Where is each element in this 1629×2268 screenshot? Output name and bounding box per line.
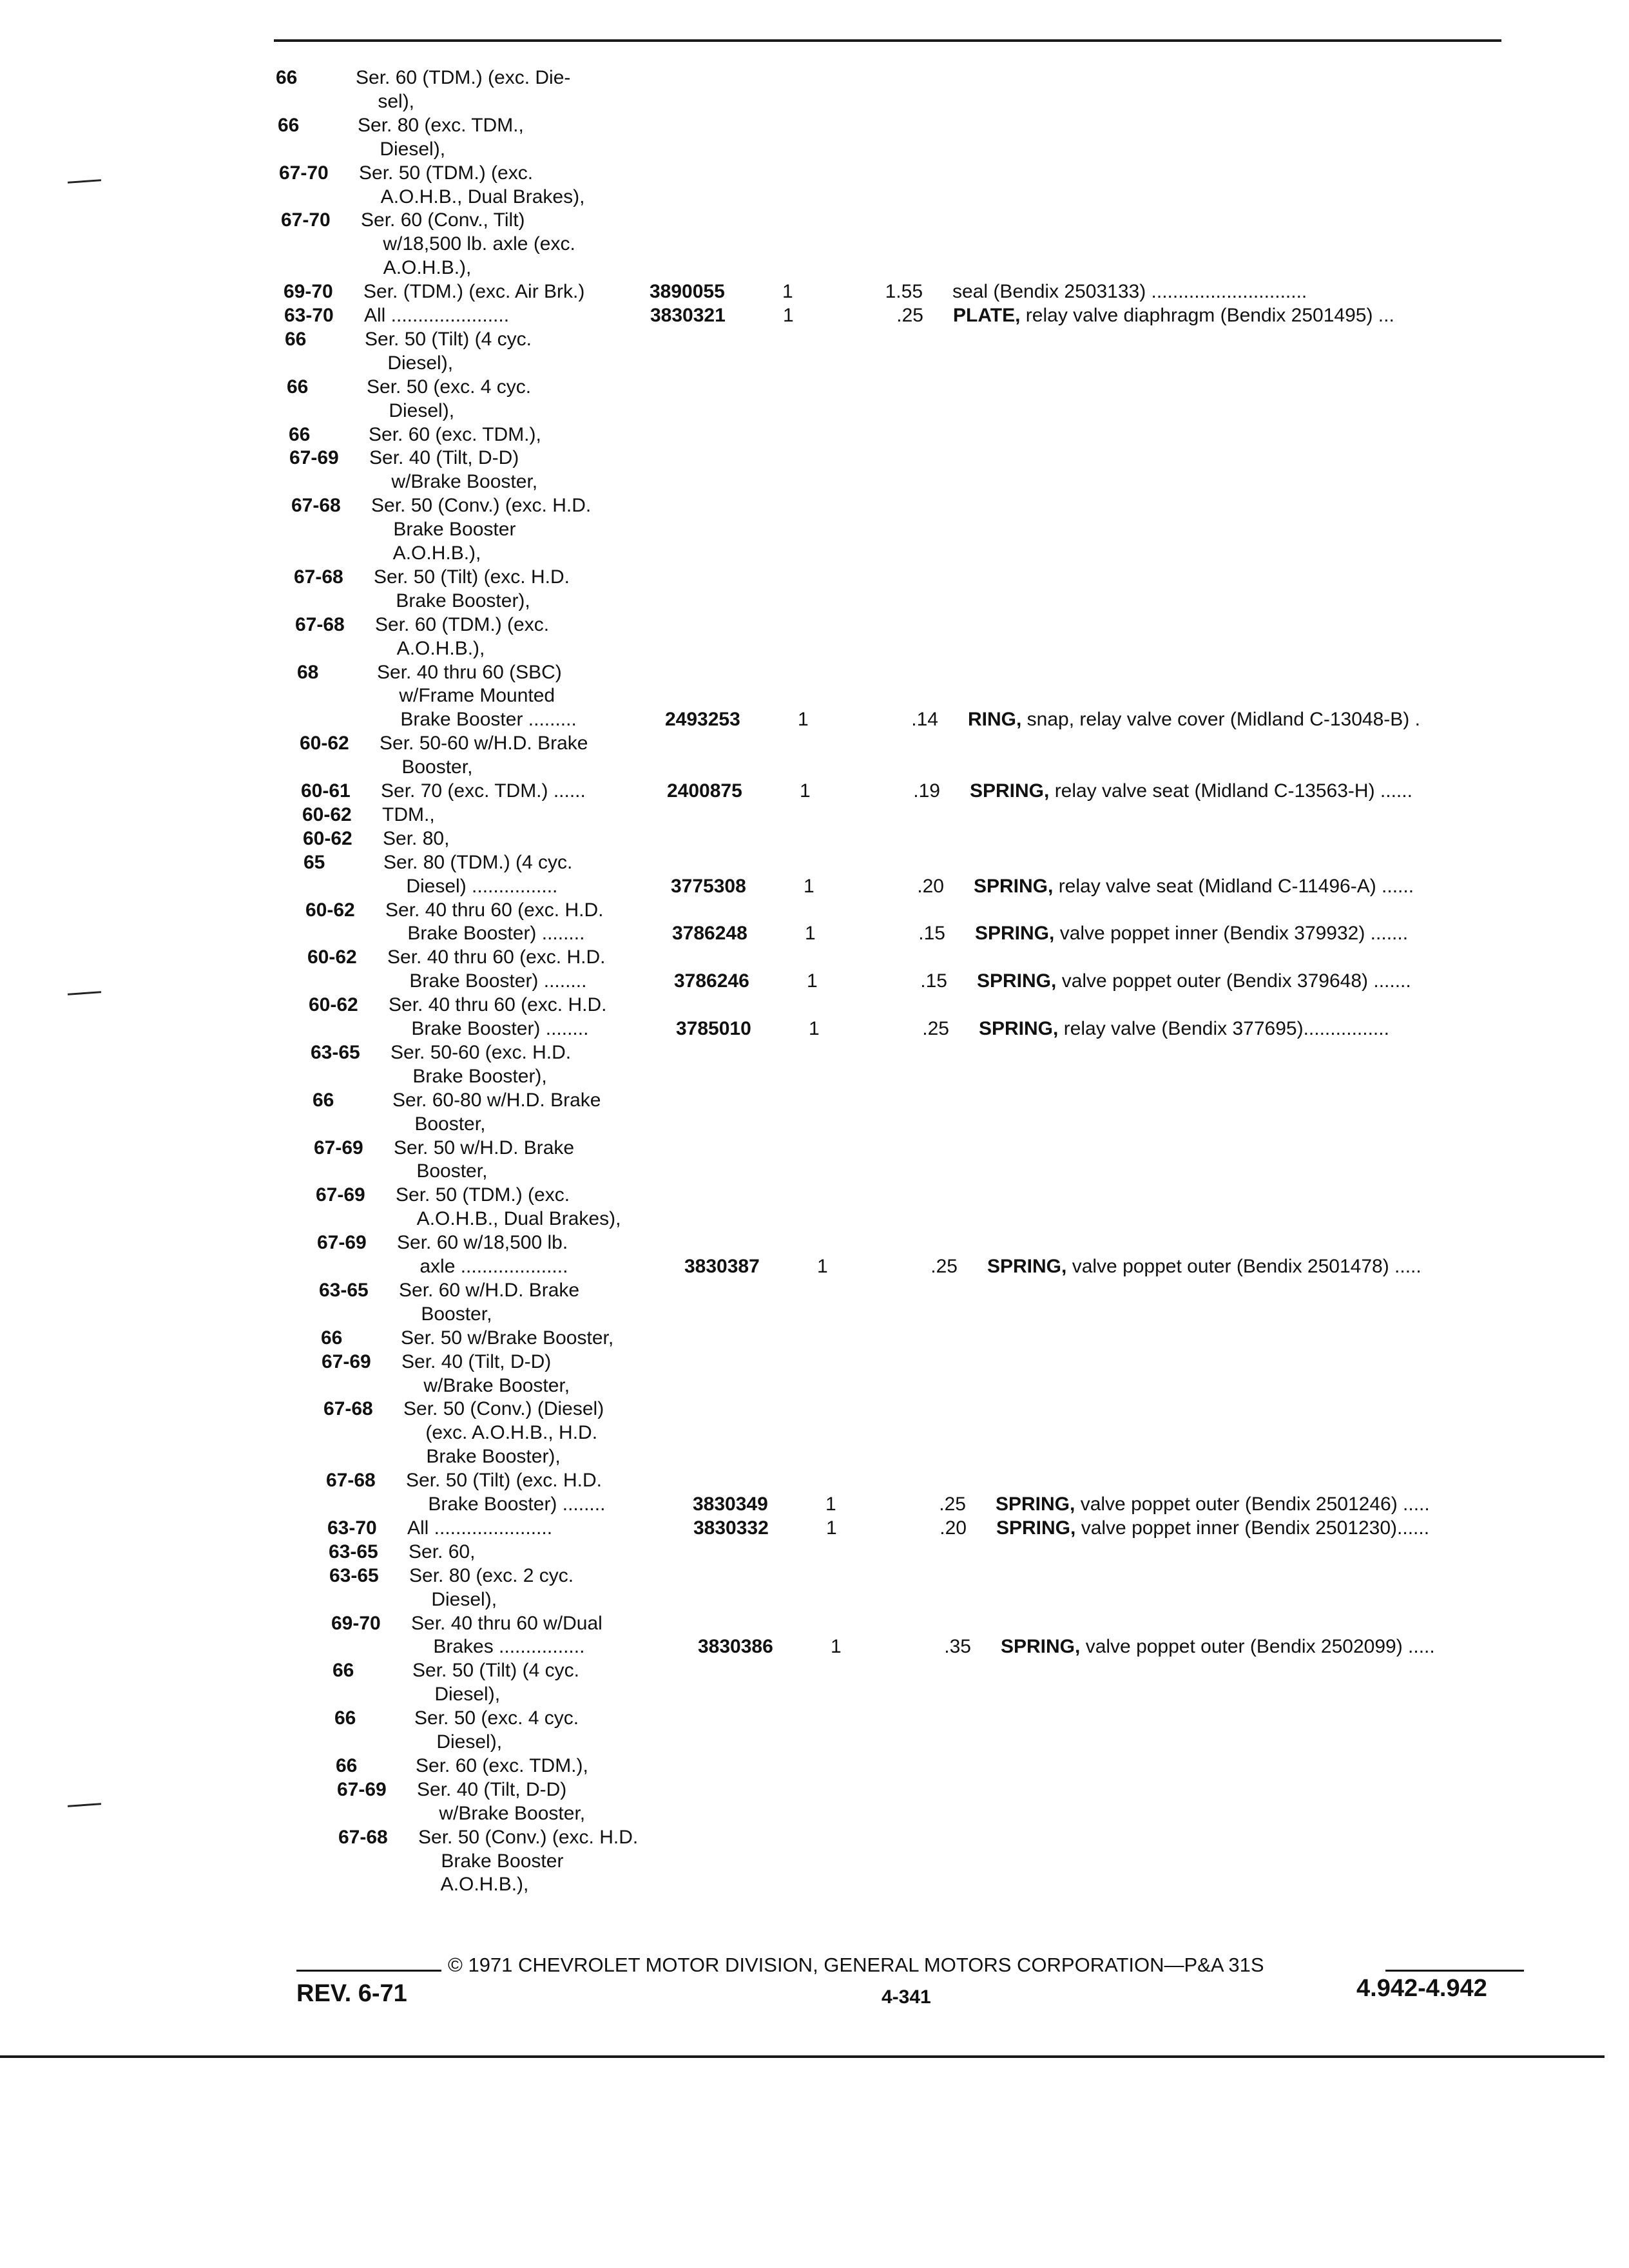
application: Brake Booster), <box>391 1066 547 1087</box>
application: Ser. 50 w/H.D. Brake <box>394 1137 575 1158</box>
part-number: 3830321 <box>650 305 726 326</box>
model-year: 66 <box>285 329 307 350</box>
model-year: 60-62 <box>307 947 357 968</box>
model-year: 65 <box>304 852 325 873</box>
model-year: 66 <box>336 1755 358 1776</box>
application: A.O.H.B.), <box>376 638 485 659</box>
footer-rule-right <box>1385 1970 1524 1972</box>
part-name: SPRING, <box>996 1494 1075 1515</box>
part-description <box>977 970 1411 993</box>
part-detail: valve poppet outer (Bendix 379648) ....... <box>1056 970 1411 992</box>
application: Diesel), <box>413 1684 501 1705</box>
part-number: 3830386 <box>698 1636 773 1657</box>
application: Brakes ................ <box>412 1636 585 1657</box>
part-name: SPRING, <box>970 780 1050 802</box>
quantity: 1 <box>798 709 809 730</box>
part-description <box>970 780 1412 803</box>
application: w/Brake Booster, <box>418 1803 586 1824</box>
part-number: 3890055 <box>650 281 725 302</box>
application: Brake Booster) ........ <box>388 970 587 992</box>
part-number: 3786248 <box>672 923 747 944</box>
model-year: 69-70 <box>284 281 333 302</box>
part-name: SPRING, <box>996 1517 1076 1539</box>
application: Booster, <box>393 1113 486 1135</box>
list-price: 1.55 <box>885 281 923 302</box>
list-price: .25 <box>930 1256 958 1277</box>
model-year: 63-65 <box>319 1280 369 1301</box>
part-number: 3830332 <box>693 1517 769 1539</box>
application: Ser. 50 (exc. 4 cyc. <box>414 1707 579 1729</box>
application: Ser. (TDM.) (exc. Air Brk.) <box>363 281 585 302</box>
list-price: .19 <box>913 780 940 802</box>
model-year: 66 <box>276 67 298 88</box>
application: axle .................... <box>398 1256 568 1277</box>
model-year: 67-69 <box>289 447 339 468</box>
part-detail: snap, relay valve cover (Midland C-13048-B) . <box>1021 709 1420 730</box>
application: A.O.H.B., Dual Brakes), <box>396 1208 621 1229</box>
application: Ser. 50 (exc. 4 cyc. <box>367 376 532 398</box>
part-detail: valve poppet outer (Bendix 2501478) ..... <box>1066 1256 1422 1277</box>
part-number: 3830349 <box>693 1494 768 1515</box>
quantity: 1 <box>782 281 793 302</box>
part-name: SPRING, <box>975 923 1055 944</box>
quantity: 1 <box>800 780 811 802</box>
application: Booster, <box>380 756 473 778</box>
application: Ser. 60-80 w/H.D. Brake <box>392 1090 601 1111</box>
quantity: 1 <box>817 1256 828 1277</box>
application: Ser. 40 thru 60 w/Dual <box>411 1613 602 1634</box>
top-rule <box>274 39 1501 42</box>
quantity: 1 <box>809 1018 820 1039</box>
part-name: SPRING, <box>987 1256 1067 1277</box>
model-year: 67-69 <box>322 1351 371 1372</box>
application: All ...................... <box>407 1517 553 1539</box>
application: Ser. 60 w/18,500 lb. <box>397 1232 568 1253</box>
model-year: 66 <box>287 376 309 398</box>
part-description <box>1001 1635 1435 1658</box>
list-price: .20 <box>940 1517 967 1539</box>
application: Ser. 50 (Tilt) (exc. H.D. <box>406 1470 602 1491</box>
model-year: 60-62 <box>302 804 352 825</box>
application: Ser. 50-60 w/H.D. Brake <box>380 733 588 754</box>
part-description <box>974 875 1414 898</box>
model-year: 67-68 <box>323 1398 373 1419</box>
part-number: 2493253 <box>665 709 740 730</box>
part-detail: relay valve diaphragm (Bendix 2501495) ... <box>1020 305 1394 326</box>
part-number: 3775308 <box>671 876 746 897</box>
model-year: 67-68 <box>291 495 341 516</box>
list-price: .15 <box>920 970 947 992</box>
model-year: 66 <box>333 1660 354 1681</box>
model-year: 63-65 <box>329 1565 379 1586</box>
part-detail: relay valve (Bendix 377695)................ <box>1058 1018 1389 1039</box>
model-year: 66 <box>313 1090 334 1111</box>
model-year: 69-70 <box>331 1613 381 1634</box>
list-price: .20 <box>917 876 944 897</box>
model-year: 67-68 <box>326 1470 376 1491</box>
application: Ser. 80 (exc. TDM., <box>358 115 524 136</box>
part-detail: relay valve seat (Midland C-11496-A) ...... <box>1053 876 1414 897</box>
application: Ser. 50 (Conv.) (exc. H.D. <box>371 495 592 516</box>
model-year: 67-69 <box>337 1779 387 1800</box>
model-year: 67-70 <box>281 209 331 231</box>
part-detail: seal (Bendix 2503133) ............................. <box>952 281 1307 302</box>
application: Ser. 50 (Conv.) (exc. H.D. <box>418 1827 639 1848</box>
application: Brake Booster), <box>374 590 530 611</box>
part-detail: valve poppet inner (Bendix 2501230)...... <box>1075 1517 1430 1539</box>
application: Brake Booster) ........ <box>407 1494 606 1515</box>
model-year: 63-70 <box>284 305 334 326</box>
application: Ser. 60 (exc. TDM.), <box>416 1755 588 1776</box>
application: Ser. 50 (TDM.) (exc. <box>359 162 534 184</box>
application: Diesel), <box>367 400 455 421</box>
application: Ser. 60 (TDM.) (exc. Die- <box>356 67 571 88</box>
application: Ser. 40 (Tilt, D-D) <box>401 1351 552 1372</box>
application: Ser. 50 (Tilt) (4 cyc. <box>365 329 532 350</box>
application: Brake Booster), <box>405 1446 561 1467</box>
model-year: 66 <box>321 1327 343 1349</box>
application: w/Frame Mounted <box>378 685 555 706</box>
part-description <box>968 708 1420 731</box>
application: Ser. 60 w/H.D. Brake <box>399 1280 580 1301</box>
model-year: 67-69 <box>317 1232 367 1253</box>
application: Diesel), <box>415 1731 503 1753</box>
application: Brake Booster <box>419 1850 564 1872</box>
application: w/18,500 lb. axle (exc. <box>361 233 575 255</box>
model-year: 67-68 <box>295 614 345 635</box>
page-number: 4-341 <box>882 1986 931 2008</box>
model-year: 66 <box>334 1707 356 1729</box>
list-price: .25 <box>922 1018 949 1039</box>
list-price: .15 <box>918 923 945 944</box>
model-year: 67-68 <box>294 566 343 588</box>
model-year: 67-69 <box>316 1184 365 1206</box>
part-number: 3785010 <box>676 1018 751 1039</box>
application: Ser. 40 thru 60 (exc. H.D. <box>387 947 606 968</box>
part-name: SPRING, <box>1001 1636 1081 1657</box>
application: Diesel), <box>366 352 454 374</box>
part-name: SPRING, <box>977 970 1057 992</box>
part-detail: valve poppet outer (Bendix 2502099) ..... <box>1080 1636 1435 1657</box>
application: Ser. 50 (Tilt) (4 cyc. <box>412 1660 579 1681</box>
application: Ser. 60 (TDM.) (exc. <box>375 614 550 635</box>
application: Brake Booster) ........ <box>390 1018 589 1039</box>
quantity: 1 <box>807 970 818 992</box>
application: Booster, <box>395 1160 488 1182</box>
part-description <box>996 1493 1430 1516</box>
application: Ser. 80 (TDM.) (4 cyc. <box>383 852 573 873</box>
model-year: 60-62 <box>305 899 355 921</box>
bottom-rule <box>0 2055 1605 2058</box>
application: (exc. A.O.H.B., H.D. <box>404 1422 598 1443</box>
application: Ser. 40 (Tilt, D-D) <box>417 1779 567 1800</box>
application: Ser. 50 (Tilt) (exc. H.D. <box>374 566 570 588</box>
application: Booster, <box>400 1303 492 1325</box>
table-row <box>0 1873 1629 1901</box>
model-year: 67-69 <box>314 1137 363 1158</box>
quantity: 1 <box>825 1494 836 1515</box>
application: All ...................... <box>364 305 510 326</box>
model-year: 63-65 <box>329 1541 378 1562</box>
model-year: 66 <box>289 424 311 445</box>
model-year: 68 <box>297 662 319 683</box>
model-year: 63-65 <box>311 1042 360 1063</box>
model-year: 60-62 <box>303 828 352 849</box>
copyright-notice: © 1971 CHEVROLET MOTOR DIVISION, GENERAL MOTORS CORPORATION—P&A 31S <box>448 1954 1264 1976</box>
list-price: .14 <box>911 709 938 730</box>
list-price: .25 <box>896 305 923 326</box>
part-description <box>987 1255 1422 1278</box>
part-detail: valve poppet inner (Bendix 379932) ....... <box>1054 923 1409 944</box>
application: Ser. 60, <box>409 1541 476 1562</box>
part-name: SPRING, <box>979 1018 1059 1039</box>
model-year: 60-61 <box>301 780 351 802</box>
part-description <box>952 280 1307 303</box>
quantity: 1 <box>783 305 794 326</box>
application: w/Brake Booster, <box>370 471 538 492</box>
application: A.O.H.B., Dual Brakes), <box>360 186 585 207</box>
application: TDM., <box>382 804 435 825</box>
part-detail: relay valve seat (Midland C-13563-H) ...... <box>1049 780 1412 802</box>
application: Brake Booster) ........ <box>386 923 585 944</box>
application: sel), <box>356 91 415 112</box>
part-name: PLATE, <box>953 305 1021 326</box>
application: Ser. 60 (Conv., Tilt) <box>361 209 525 231</box>
application: Ser. 70 (exc. TDM.) ...... <box>381 780 586 802</box>
part-description <box>979 1017 1389 1041</box>
part-number: 3786246 <box>674 970 749 992</box>
application: Brake Booster <box>372 519 516 540</box>
application: Brake Booster ......... <box>379 709 577 730</box>
model-year: 66 <box>278 115 300 136</box>
part-description <box>975 922 1408 945</box>
application: Ser. 40 thru 60 (exc. H.D. <box>389 994 607 1015</box>
application: Ser. 80, <box>383 828 450 849</box>
quantity: 1 <box>805 923 816 944</box>
quantity: 1 <box>831 1636 842 1657</box>
model-year: 60-62 <box>309 994 358 1015</box>
application: Ser. 40 (Tilt, D-D) <box>369 447 519 468</box>
model-year: 67-70 <box>279 162 329 184</box>
list-price: .35 <box>944 1636 971 1657</box>
application: Diesel), <box>358 139 446 160</box>
application: A.O.H.B.), <box>363 257 472 278</box>
application: w/Brake Booster, <box>402 1375 570 1396</box>
quantity: 1 <box>826 1517 837 1539</box>
application: Ser. 50 w/Brake Booster, <box>401 1327 614 1349</box>
application: Ser. 50-60 (exc. H.D. <box>390 1042 572 1063</box>
application: A.O.H.B.), <box>372 543 481 564</box>
section-code: 4.942-4.942 <box>1356 1975 1487 2002</box>
part-number: 2400875 <box>667 780 742 802</box>
list-price: .25 <box>939 1494 966 1515</box>
revision-label: REV. 6-71 <box>296 1980 407 2007</box>
part-description <box>996 1517 1429 1540</box>
part-description <box>953 304 1394 327</box>
application: Ser. 60 (exc. TDM.), <box>369 424 541 445</box>
model-year: 63-70 <box>327 1517 377 1539</box>
quantity: 1 <box>804 876 815 897</box>
application: Ser. 50 (TDM.) (exc. <box>396 1184 570 1206</box>
application: Diesel), <box>410 1589 497 1610</box>
footer-rule-left <box>296 1970 441 1972</box>
application: Diesel) ................ <box>385 876 558 897</box>
model-year: 60-62 <box>300 733 349 754</box>
model-year: 67-68 <box>338 1827 388 1848</box>
application: Ser. 50 (Conv.) (Diesel) <box>403 1398 604 1419</box>
part-name: SPRING, <box>974 876 1054 897</box>
part-name: RING, <box>968 709 1022 730</box>
part-number: 3830387 <box>684 1256 760 1277</box>
application: Ser. 40 thru 60 (SBC) <box>377 662 562 683</box>
application: A.O.H.B.), <box>420 1874 529 1895</box>
part-detail: valve poppet outer (Bendix 2501246) ..... <box>1075 1494 1430 1515</box>
application: Ser. 80 (exc. 2 cyc. <box>409 1565 574 1586</box>
application: Ser. 40 thru 60 (exc. H.D. <box>385 899 604 921</box>
